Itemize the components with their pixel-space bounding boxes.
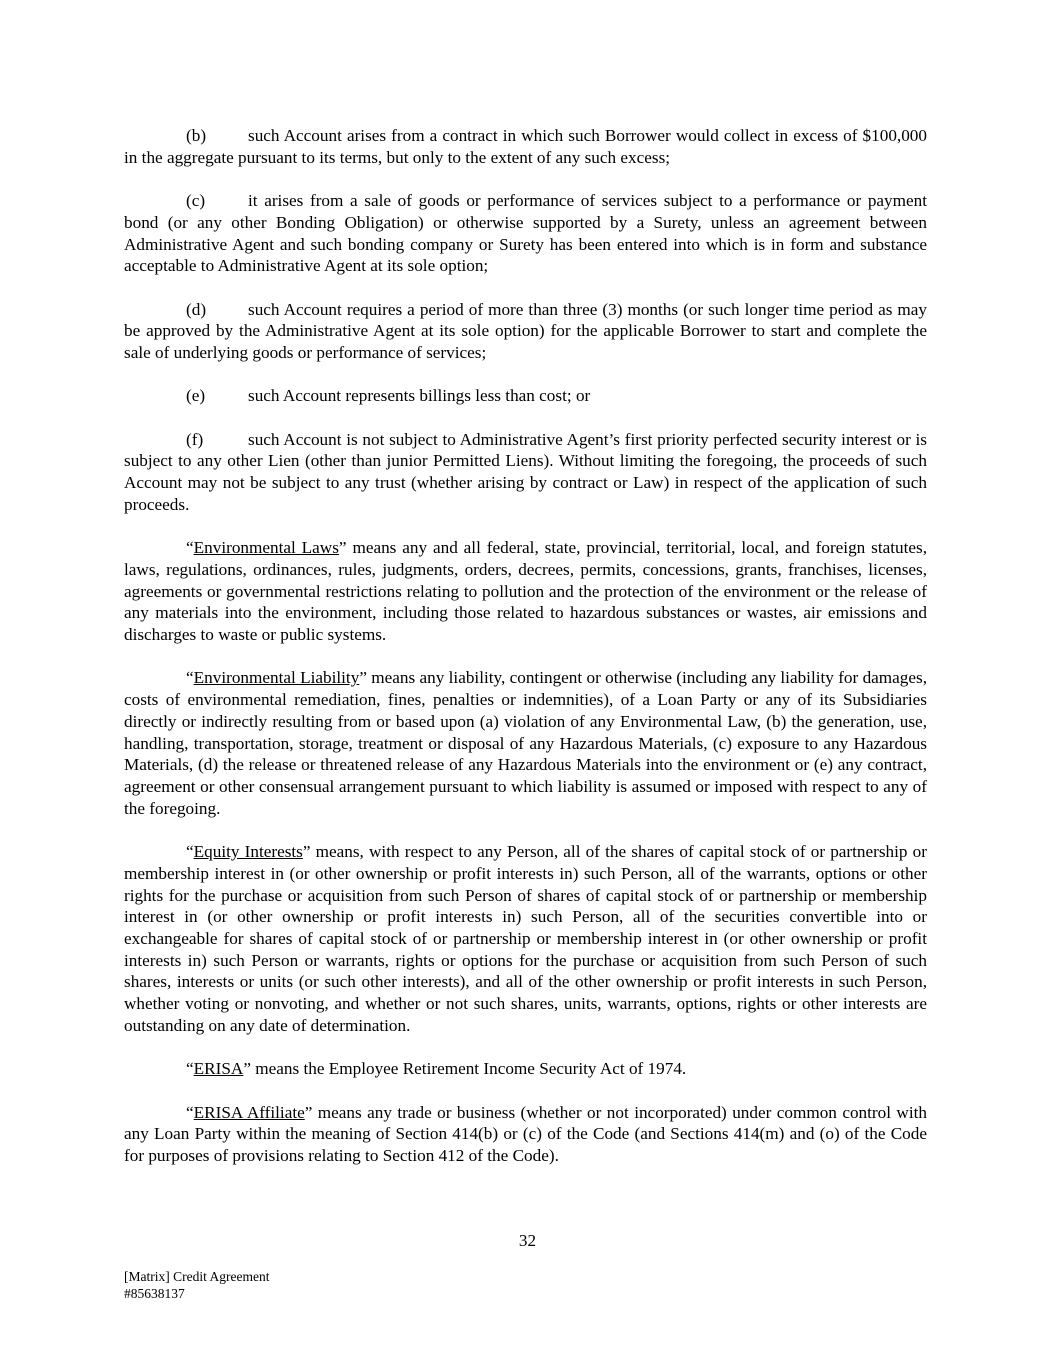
open-quote: “ <box>186 1102 194 1122</box>
definition-text: ” means any trade or business (whether or not incorporated) under common control with any Loan Party within the meaning of Section 414(b) or (c) of the Code (and Sections 414(m) and (o) of the Code for purposes of provisions relating to Section 412 of the Code). <box>124 1102 927 1165</box>
clause-text: such Account arises from a contract in which such Borrower would collect in excess of $100,000 in the aggregate pursuant to its terms, but only to the extent of any such excess; <box>124 126 927 167</box>
clause-e <box>124 385 927 407</box>
footer-doc-id: #85638137 <box>124 1285 185 1301</box>
open-quote: “ <box>186 842 194 862</box>
definition-erisa <box>124 1058 927 1080</box>
definition-environmental-laws <box>124 537 927 646</box>
clause-text: such Account is not subject to Administrative Agent’s first priority perfected security interest or is subject to any other Lien (other than junior Permitted Liens). Without limiting the foregoing, the proceeds of such Account may not be subject to any trust (whether arising by contract or Law) in respect of the application of such proceeds. <box>124 429 927 514</box>
definition-text: ” means, with respect to any Person, all of the shares of capital stock of or partnership or membership interest in (or other ownership or profit interests in) such Person, all of the warrants, options or other rights for the purchase or acquisition from such Person of shares of capital stock of or partnership or membership interest in (or other ownership or profit interests in) such Person, all of the securities convertible into or exchangeable for shares of capital stock of or partnership or membership interest in (or other ownership or profit interests in) such Person or warrants, rights or options for the purchase or acquisition from such Person of such shares, interests or units (or such other interests), and all of the other ownership or profit interests in such Person, whether voting or nonvoting, and whether or not such shares, units, warrants, options, rights or other interests are outstanding on any date of determination. <box>124 842 927 1035</box>
clause-label: (d) <box>186 299 207 319</box>
clause-label: (e) <box>186 386 206 406</box>
page-number: 32 <box>518 1231 537 1250</box>
defined-term: Environmental Liability <box>193 668 360 688</box>
open-quote: “ <box>186 668 194 688</box>
defined-term: ERISA Affiliate <box>193 1102 305 1122</box>
definition-environmental-liability <box>124 667 927 819</box>
defined-term: ERISA <box>193 1059 244 1079</box>
clause-c <box>124 190 927 277</box>
definition-text: ” means the Employee Retirement Income Security Act of 1974. <box>243 1059 687 1079</box>
clause-text: it arises from a sale of goods or performance of services subject to a performance or payment bond (or any other Bonding Obligation) or otherwise supported by a Surety, unless an agreement between Administrative Agent and such bonding company or Surety has been entered into which is in form and substance acceptable to Administrative Agent at its sole option; <box>124 191 927 276</box>
footer-title: [Matrix] Credit Agreement <box>124 1269 270 1284</box>
open-quote: “ <box>186 538 194 558</box>
definition-erisa-affiliate <box>124 1102 927 1167</box>
clause-f <box>124 429 927 516</box>
clause-label: (f) <box>186 429 204 449</box>
document-body <box>124 125 927 1167</box>
clause-text: such Account represents billings less than cost; or <box>248 386 591 406</box>
clause-label: (b) <box>186 126 207 145</box>
defined-term: Environmental Laws <box>193 538 339 558</box>
definition-text: ” means any and all federal, state, provincial, territorial, local, and foreign statutes, laws, regulations, ordinances, rules, judgments, orders, decrees, permits, concessions, grants, franchises, licenses, agreements or governmental restrictions relating to pollution and the protection of the environment or the release of any materials into the environment, including those related to hazardous substances or wastes, air emissions and discharges to waste or public systems. <box>124 538 928 645</box>
definition-text: ” means any liability, contingent or otherwise (including any liability for damages, costs of environmental remediation, fines, penalties or indemnities), of a Loan Party or any of its Subsidiaries directly or indirectly resulting from or based upon (a) violation of any Environmental Law, (b) the generation, use, handling, transportation, storage, treatment or disposal of any Hazardous Materials, (c) exposure to any Hazardous Materials, (d) the release or threatened release of any Hazardous Materials into the environment or (e) any contract, agreement or other consensual arrangement pursuant to which liability is assumed or imposed with respect to any of the foregoing. <box>124 668 927 818</box>
clause-d <box>124 299 927 364</box>
clause-label: (c) <box>186 191 206 211</box>
document-footer <box>124 1269 269 1302</box>
defined-term: Equity Interests <box>193 842 303 862</box>
clause-b <box>124 125 927 168</box>
definition-equity-interests <box>124 841 927 1036</box>
open-quote: “ <box>186 1059 194 1079</box>
clause-text: such Account requires a period of more than three (3) months (or such longer time period as may be approved by the Administrative Agent at its sole option) for the applicable Borrower to start and complete the sale of underlying goods or performance of services; <box>124 299 927 362</box>
